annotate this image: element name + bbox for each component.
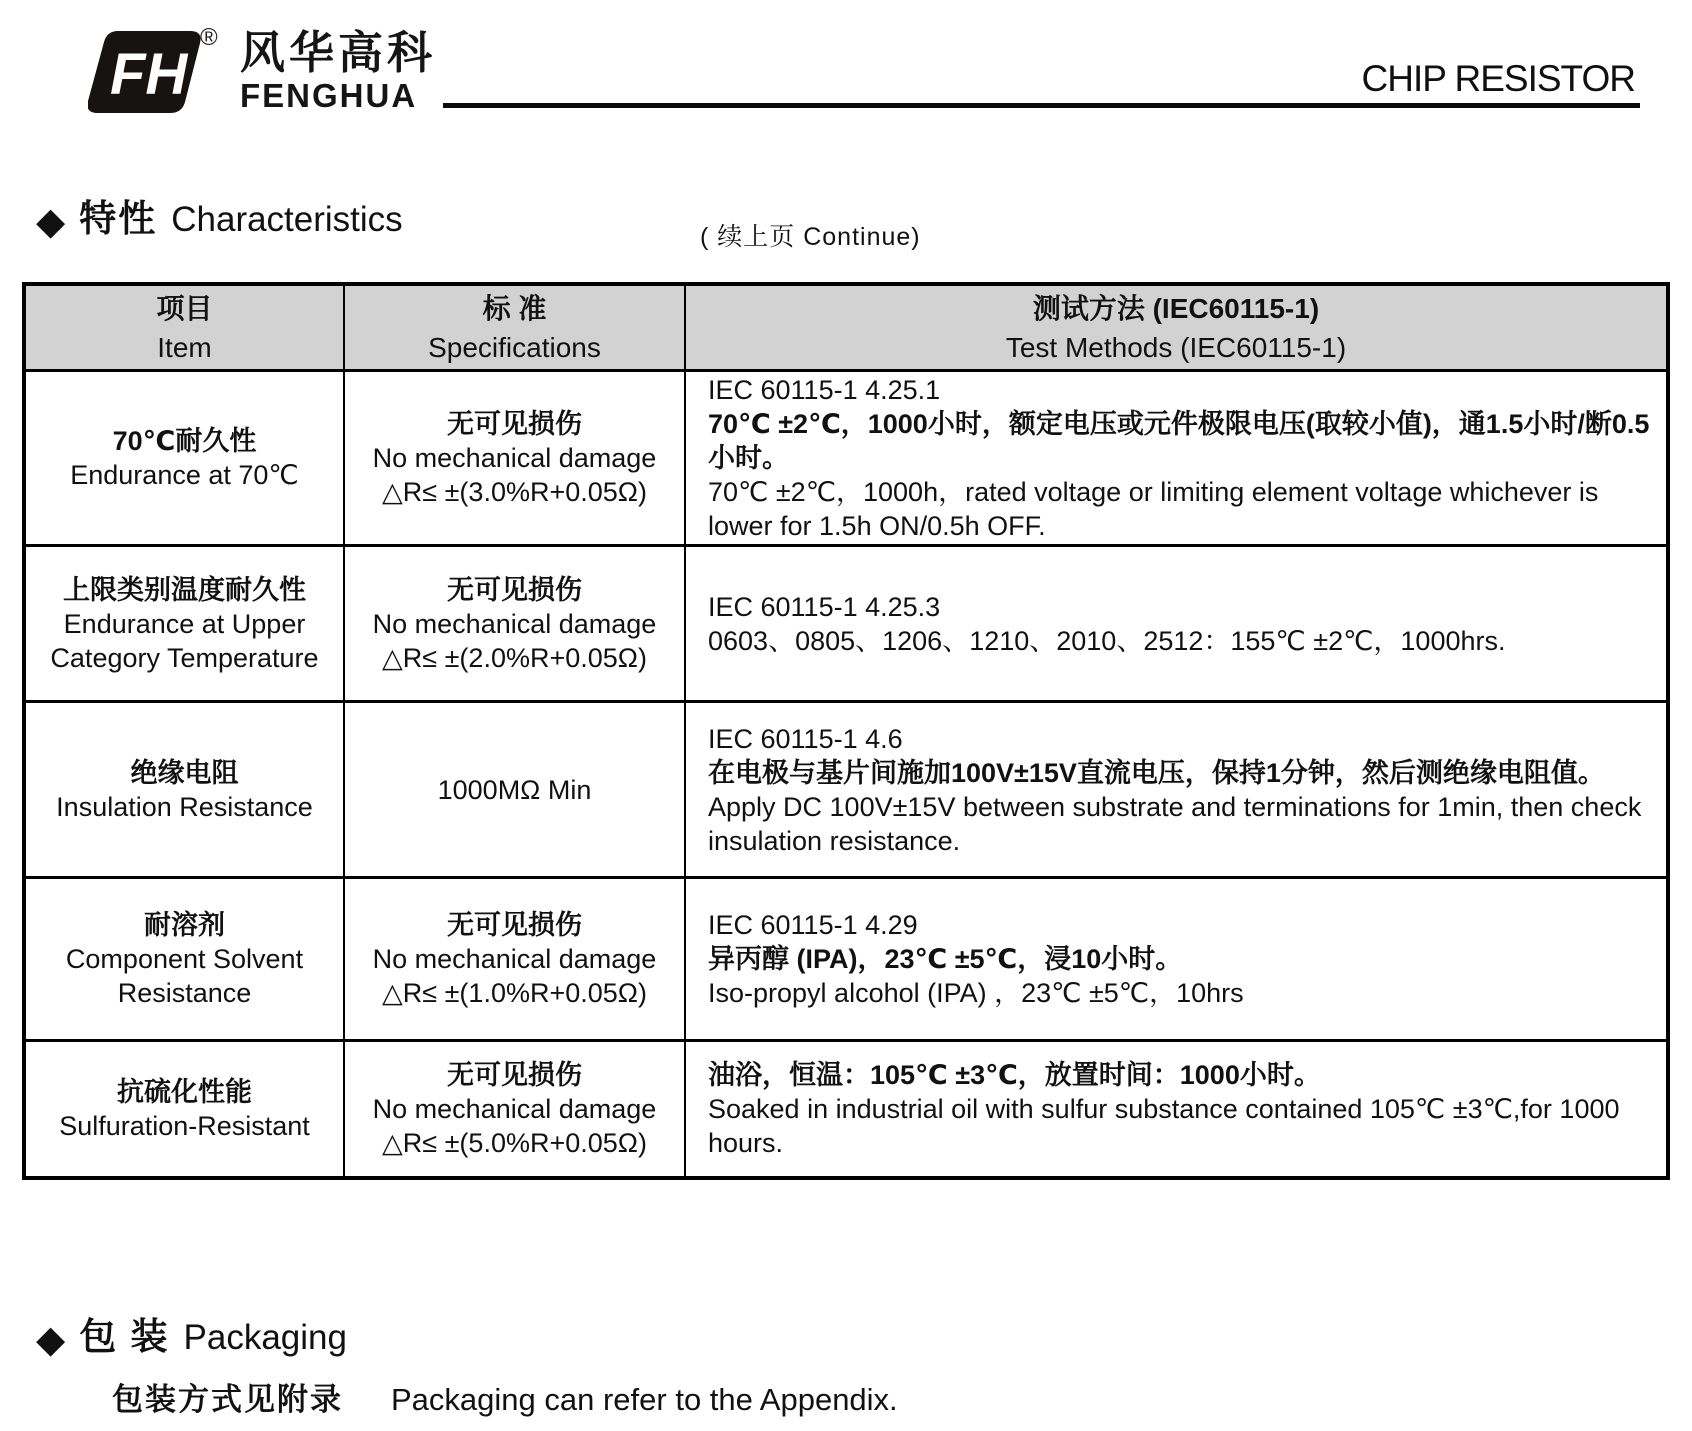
brand-block [240, 27, 437, 114]
packaging-title-zh: 包 装 [79, 1316, 170, 1357]
spec-cell-sulfuration-resistant: 无可见损伤 No mechanical damage △R≤ ±(5.0%R+0.05Ω) [345, 1042, 686, 1176]
method-cell-endurance-70c: IEC 60115-1 4.25.1 70℃ ±2℃，1000小时，额定电压或元件极限电压(取较小值)，通1.5小时/断0.5小时。 70℃ ±2℃，1000h，rated voltage or limiting element voltage whichever is lower for 1.5h ON/0.5h OFF. [686, 372, 1666, 547]
item-cell-insulation-resistance: 绝缘电阻 Insulation Resistance [26, 703, 345, 879]
method-cell-sulfuration-resistant: 油浴，恒温：105℃ ±3℃，放置时间：1000小时。 Soaked in industrial oil with sulfur substance contained 105℃ ±3℃,for 1000 hours. [708, 1060, 1620, 1158]
registered-trademark-icon: ® [200, 24, 218, 51]
diamond-icon: ◆ [36, 201, 66, 243]
section-packaging-heading [36, 1306, 347, 1360]
packaging-note-en: Packaging can refer to the Appendix. [391, 1382, 898, 1417]
column-header-item: 项目 Item [26, 286, 345, 372]
spec-cell-insulation-resistance: 1000MΩ Min [345, 703, 686, 879]
item-cell-endurance-upper-category: 上限类别温度耐久性 Endurance at Upper Category Temperature [26, 547, 345, 703]
packaging-note-zh: 包装方式见附录 [112, 1382, 343, 1417]
method-cell-insulation-resistance: IEC 60115-1 4.6 在电极与基片间施加100V±15V直流电压，保持1分钟，然后测绝缘电阻值。 Apply DC 100V±15V between substrate and terminations for 1min, then check insulation resistance. [686, 703, 1666, 879]
characteristics-table [22, 282, 1670, 1180]
continue-note: ( 续上页 Continue) [700, 223, 921, 251]
section-title-en: Characteristics [171, 200, 403, 239]
section-characteristics-heading [36, 188, 403, 242]
header-rule [443, 103, 1640, 108]
column-header-specifications: 标 准 Specifications [345, 286, 686, 372]
packaging-note [112, 1374, 898, 1419]
doc-title: CHIP RESISTOR [1361, 58, 1635, 99]
packaging-title-en: Packaging [183, 1318, 347, 1357]
spec-cell-endurance-70c: 无可见损伤 No mechanical damage △R≤ ±(3.0%R+0.05Ω) [345, 372, 686, 547]
brand-name-cn: 风华高科 [240, 27, 437, 78]
logo-letters: FH [110, 42, 188, 107]
section-title-zh: 特性 [79, 198, 158, 239]
method-cell-endurance-upper-category: IEC 60115-1 4.25.3 0603、0805、1206、1210、2010、2512：155℃ ±2℃，1000hrs. [686, 547, 1666, 703]
brand-name-en: FENGHUA [240, 77, 418, 114]
column-header-test-methods: 测试方法 (IEC60115-1) Test Methods (IEC60115-1) [686, 286, 1666, 372]
fenghua-logo-icon [88, 30, 206, 114]
diamond-icon: ◆ [36, 1319, 66, 1361]
item-cell-sulfuration-resistant: 抗硫化性能 Sulfuration-Resistant [26, 1042, 345, 1176]
item-cell-endurance-70c: 70℃耐久性 Endurance at 70℃ [26, 372, 345, 547]
method-cell-solvent-resistance: IEC 60115-1 4.29 异丙醇 (IPA)，23℃ ±5℃，浸10小时。 Iso-propyl alcohol (IPA) ，23℃ ±5℃，10hrs [686, 879, 1666, 1042]
item-cell-solvent-resistance: 耐溶剂 Component Solvent Resistance [26, 879, 345, 1042]
spec-cell-endurance-upper-category: 无可见损伤 No mechanical damage △R≤ ±(2.0%R+0.05Ω) [345, 547, 686, 703]
spec-cell-solvent-resistance: 无可见损伤 No mechanical damage △R≤ ±(1.0%R+0.05Ω) [345, 879, 686, 1042]
